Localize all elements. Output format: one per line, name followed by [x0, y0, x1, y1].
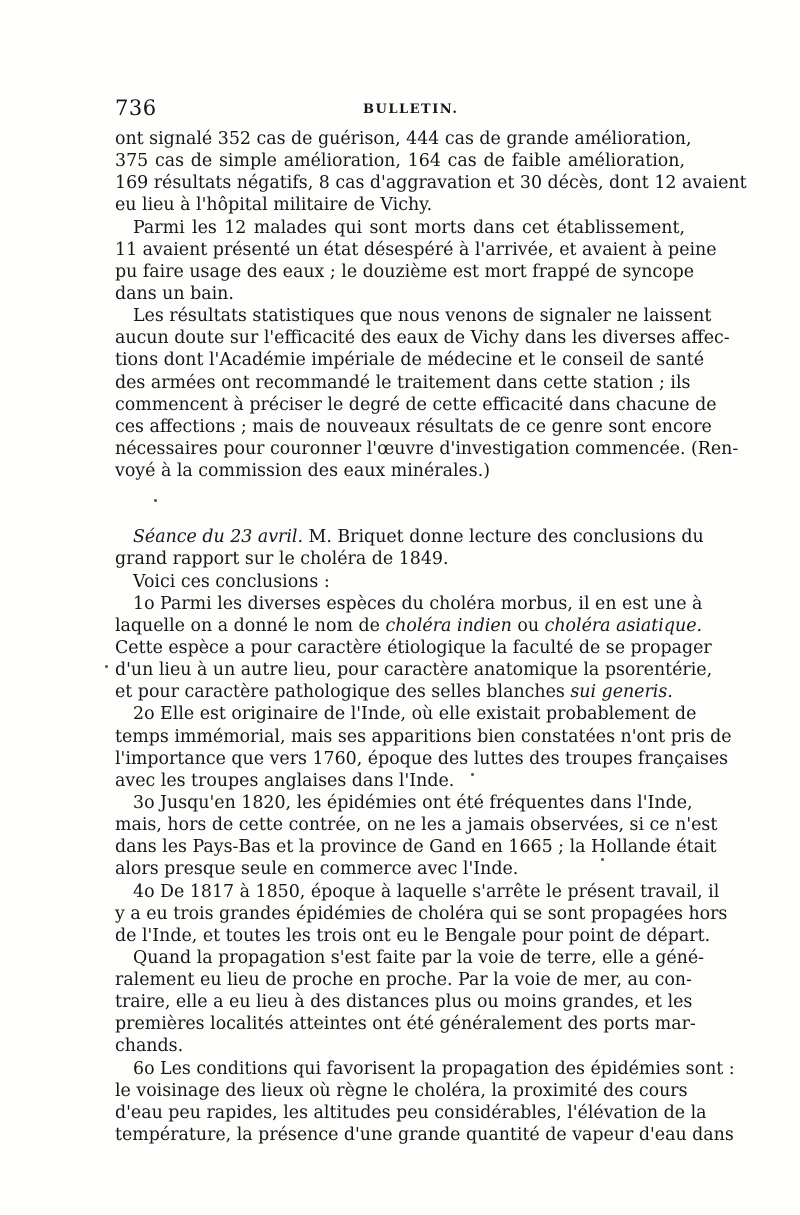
text-run: laquelle on a donné le nom de: [115, 615, 386, 636]
text-run: ou: [511, 615, 545, 636]
text-line: nécessaires pour couronner l'œuvre d'investigation commencée. (Ren-: [115, 438, 739, 459]
conclusion-3: [115, 792, 718, 881]
text-line: eu lieu à l'hôpital militaire de Vichy.: [115, 195, 433, 216]
text-line: [115, 526, 704, 548]
text-line: 4o De 1817 à 1850, époque à laquelle s'arrête le présent travail, il: [133, 881, 720, 902]
print-speck: [601, 858, 604, 861]
paragraph: [115, 947, 705, 1058]
text-line: pu faire usage des eaux ; le douzième est mort frappé de syncope: [115, 261, 695, 282]
text-line: d'un lieu à un autre lieu, pour caractère anatomique la psorentérie,: [115, 660, 713, 681]
conclusion-1: [115, 593, 713, 704]
text-line: l'importance que vers 1760, époque des luttes des troupes françaises: [115, 748, 729, 769]
text-line: aucun doute sur l'efficacité des eaux de Vichy dans les diverses affec-: [115, 328, 730, 349]
text-line: alors presque seule en commerce avec l'Inde.: [115, 859, 519, 880]
text-line: y a eu trois grandes épidémies de choléra qui se sont propagées hors: [115, 903, 728, 924]
print-speck: [154, 499, 157, 502]
text-line: voyé à la commission des eaux minérales.): [115, 461, 491, 482]
term-cholera-indien: choléra indien: [385, 615, 512, 636]
text-line: 6o Les conditions qui favorisent la propagation des épidémies sont :: [133, 1058, 735, 1079]
text-line: grand rapport sur le choléra de 1849.: [115, 549, 449, 570]
text-line: [115, 615, 703, 637]
text-line: avec les troupes anglaises dans l'Inde.: [115, 770, 455, 791]
paragraph: [115, 305, 739, 482]
conclusion-4: [115, 881, 728, 947]
text-line: chands.: [115, 1036, 184, 1057]
text-line: [115, 681, 685, 703]
text-line: Les résultats statistiques que nous venons de signaler ne laissent: [133, 306, 712, 327]
text-line: Cette espèce a pour caractère étiologique la faculté de se propager: [115, 637, 712, 658]
text-line: 2o Elle est originaire de l'Inde, où elle existait probablement de: [133, 704, 697, 725]
body-text: [115, 128, 747, 1146]
paragraph-seance: [115, 526, 704, 570]
term-cholera-asiatique: choléra asiatique.: [544, 615, 703, 636]
text-line: ces affections ; mais de nouveaux résultats de ce genre sont encore: [115, 416, 712, 437]
seance-date: Séance du 23 avril.: [133, 527, 304, 548]
text-line: 375 cas de simple amélioration, 164 cas de faible amélioration,: [115, 151, 685, 172]
text-line: de l'Inde, et toutes les trois ont eu le Bengale pour point de départ.: [115, 925, 711, 946]
text-line: température, la présence d'une grande quantité de vapeur d'eau dans: [115, 1125, 734, 1146]
seance-lead: M. Briquet donne lecture des conclusions du: [303, 527, 704, 548]
text-line: dans les Pays-Bas et la province de Gand en 1665 ; la Hollande était: [115, 837, 717, 858]
text-line: temps immémorial, mais ses apparitions bien constatées n'ont pris de: [115, 726, 732, 747]
text-run: et pour caractère pathologique des selles blanches: [115, 682, 571, 703]
running-head: BULLETIN.: [363, 102, 459, 117]
print-speck: [105, 665, 108, 668]
text-line: 1o Parmi les diverses espèces du choléra morbus, il en est une à: [133, 593, 703, 614]
text-line: commencent à préciser le degré de cette efficacité dans chacune de: [115, 394, 717, 415]
text-line: des armées ont recommandé le traitement dans cette station ; ils: [115, 372, 691, 393]
text-line: premières localités atteintes ont été généralement des ports mar-: [115, 1014, 696, 1035]
page-number: 736: [115, 96, 157, 120]
text-line: d'eau peu rapides, les altitudes peu considérables, l'élévation de la: [115, 1102, 707, 1123]
text-line: 3o Jusqu'en 1820, les épidémies ont été fréquentes dans l'Inde,: [133, 792, 693, 813]
text-line: tions dont l'Académie impériale de médecine et le conseil de santé: [115, 350, 705, 371]
text-line: 169 résultats négatifs, 8 cas d'aggravation et 30 décès, dont 12 avaient: [115, 173, 747, 194]
section-gap: [115, 482, 685, 526]
page-header: [115, 96, 685, 126]
print-speck: [471, 773, 474, 776]
text-line: Parmi les 12 malades qui sont morts dans cet établissement,: [133, 217, 685, 238]
text-line: Voici ces conclusions :: [133, 571, 330, 592]
text-line: 11 avaient présenté un état désespéré à l'arrivée, et avaient à peine: [115, 239, 717, 260]
text-line: dans un bain.: [115, 283, 234, 304]
text-line: ont signalé 352 cas de guérison, 444 cas de grande amélioration,: [115, 129, 692, 149]
text-line: le voisinage des lieux où règne le choléra, la proximité des cours: [115, 1080, 688, 1101]
text-line: mais, hors de cette contrée, on ne les a jamais observées, si ce n'est: [115, 815, 718, 836]
term-sui-generis: sui generis.: [570, 682, 673, 703]
paragraph: [115, 217, 717, 306]
text-line: ralement eu lieu de proche en proche. Par la voie de mer, au con-: [115, 970, 692, 991]
paragraph: [115, 571, 685, 593]
text-line: Quand la propagation s'est faite par la voie de terre, elle a géné-: [133, 947, 705, 968]
conclusion-6: [115, 1058, 735, 1147]
conclusion-2: [115, 703, 732, 792]
paragraph: [115, 128, 747, 217]
text-line: traire, elle a eu lieu à des distances plus ou moins grandes, et les: [115, 992, 693, 1013]
